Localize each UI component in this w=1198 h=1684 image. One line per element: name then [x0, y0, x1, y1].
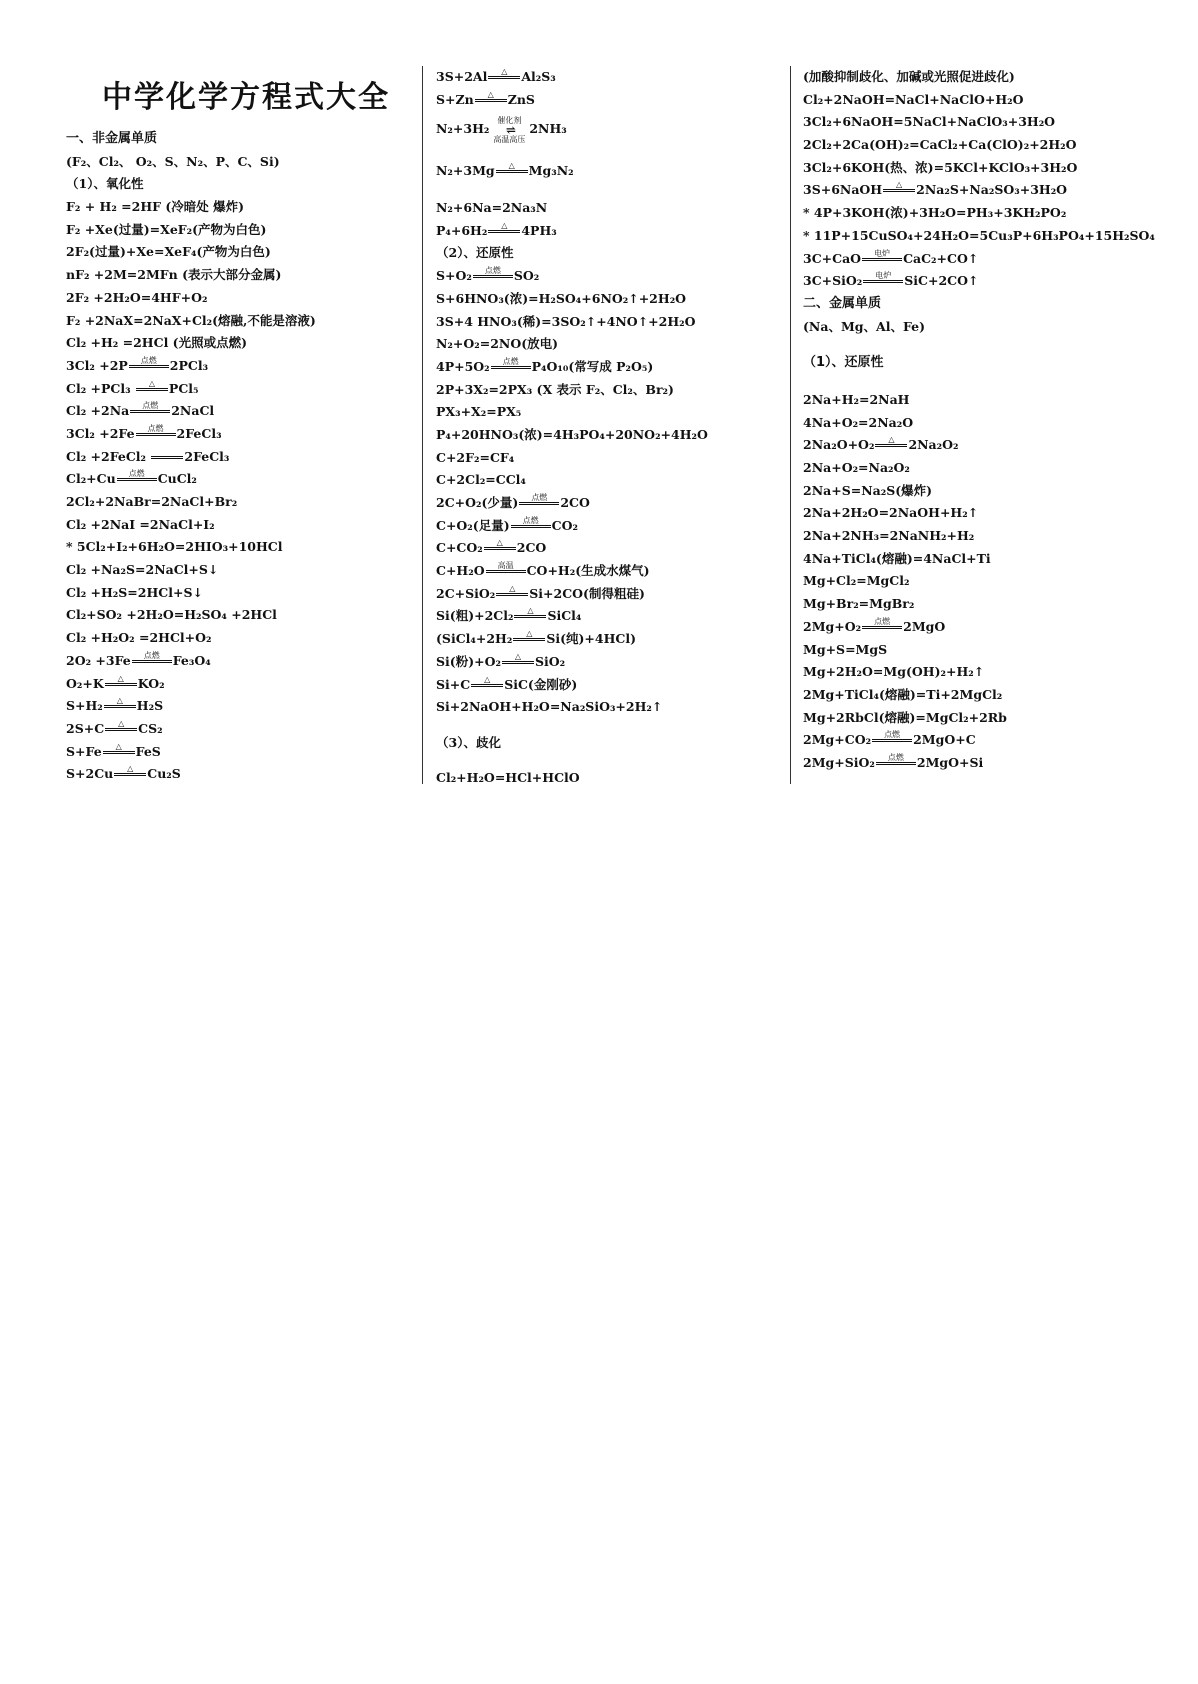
equation [436, 674, 786, 697]
condition-label: 高温 [497, 561, 514, 571]
equation [66, 446, 416, 469]
condition-label: △ [514, 651, 522, 661]
equation-left: Si(粉)+O₂ [436, 653, 501, 669]
equation-left: 3Cl₂ +2P [66, 357, 128, 373]
equation [436, 160, 786, 183]
equation-left: 3C+SiO₂ [803, 273, 863, 289]
equation [436, 66, 786, 89]
equation-left: 3C+CaO [803, 250, 862, 266]
equals-sign [117, 469, 157, 490]
condition-label: 点燃 [502, 356, 519, 366]
equation: P₄+20HNO₃(浓)=4H₃PO₄+20NO₂+4H₂O [436, 426, 708, 442]
equation-left: S+Fe [66, 743, 102, 759]
equation-right: 2MgO [903, 618, 946, 634]
equation-right: 2MgO+Si [916, 754, 984, 770]
element-list: (F₂、Cl₂、 O₂、S、N₂、P、C、Si) [66, 153, 280, 169]
equation: 2P+3X₂=2PX₃ (X 表示 F₂、Cl₂、Br₂) [436, 381, 674, 397]
equation-right: CO+H₂(生成水煤气) [526, 563, 650, 579]
equation: Cl₂ +H₂ =2HCl (光照或点燃) [66, 335, 247, 351]
equation [436, 537, 786, 560]
subheading: （1）、氧化性 [66, 176, 144, 192]
equation: Cl₂+SO₂ +2H₂O=H₂SO₄ +2HCl [66, 607, 277, 623]
equation-right: 2FeCl₃ [176, 425, 222, 441]
equation: 2Cl₂+2Ca(OH)₂=CaCl₂+Ca(ClO)₂+2H₂O [803, 137, 1077, 153]
equation-left: 2S+C [66, 720, 105, 736]
equation-left: C+O₂(足量) [436, 517, 510, 533]
subheading: （1）、还原性 [803, 355, 884, 371]
equation-left: Cl₂ +PCl₃ [66, 380, 135, 396]
equation-right: Si(纯)+4HCl) [546, 631, 637, 647]
equals-sign [136, 424, 176, 445]
condition-label: △ [508, 161, 515, 171]
equation-left: N₂+3H₂ [436, 121, 490, 137]
equation-right: Mg₃N₂ [528, 163, 574, 179]
equals-sign [511, 516, 551, 537]
equation: 2Mg+TiCl₄(熔融)=Ti+2MgCl₂ [803, 686, 1003, 702]
condition-label: △ [501, 67, 508, 76]
condition-label [151, 447, 183, 456]
condition-label: 点燃 [884, 730, 901, 740]
equals-sign [514, 606, 546, 627]
equals-sign [105, 674, 137, 695]
equals-sign [496, 161, 528, 182]
equation: 3Cl₂+6NaOH=5NaCl+NaClO₃+3H₂O [803, 114, 1056, 130]
equation [436, 89, 786, 112]
equation [66, 378, 416, 401]
equation: F₂ +2NaX=2NaX+Cl₂(熔融,不能是溶液) [66, 312, 316, 328]
equation-left: 2Na₂O+O₂ [803, 437, 875, 453]
equals-sign [872, 730, 912, 751]
condition-label: △ [501, 220, 508, 230]
equation-left: 2C+SiO₂ [436, 585, 496, 601]
equation [66, 196, 416, 219]
page-title: 中学化学方程式大全 [102, 80, 390, 115]
equals-sign [473, 266, 513, 287]
equation-right: 2NaCl [171, 403, 215, 419]
equation [803, 270, 1173, 293]
equals-sign [875, 435, 907, 456]
equation [803, 248, 1173, 271]
reversible-arrow: 催化剂 ⇌ 高温高压 [489, 116, 529, 144]
equation: N₂+O₂=2NO(放电) [436, 336, 559, 352]
condition-label: △ [148, 378, 155, 388]
equation-right: CS₂ [138, 720, 163, 736]
equation [803, 179, 1173, 202]
equation-left: Cl₂ +2FeCl₂ [66, 448, 151, 464]
equation: Cl₂ +H₂S=2HCl+S↓ [66, 584, 203, 600]
condition-label: 点燃 [147, 423, 164, 433]
equation: Mg+2H₂O=Mg(OH)₂+H₂↑ [803, 664, 985, 680]
column-divider [790, 66, 791, 784]
equation: 2Na+H₂=2NaH [803, 391, 910, 407]
equation: F₂ +Xe(过量)=XeF₂(产物为白色) [66, 221, 267, 237]
equation-left: 3Cl₂ +2Fe [66, 425, 135, 441]
equation-right: 2MgO+C [913, 732, 976, 748]
equation [436, 111, 786, 146]
equation-right: SiO₂ [534, 653, 566, 669]
condition-label: 催化剂 [497, 115, 522, 125]
equation [436, 628, 786, 651]
equation: Mg+S=MgS [803, 641, 888, 657]
equals-sign [104, 696, 136, 717]
equation-list [803, 89, 1173, 293]
equals-sign [488, 67, 520, 88]
equation [66, 763, 416, 786]
equation-right: Cu₂S [147, 766, 181, 782]
equation-right: PCl₅ [168, 380, 199, 396]
equation-right: CuCl₂ [157, 471, 197, 487]
equation: 2Na+2NH₃=2NaNH₂+H₂ [803, 528, 975, 544]
equation-left: (SiCl₄+2H₂ [436, 631, 513, 647]
column-divider [422, 66, 423, 784]
condition-label: △ [487, 89, 494, 99]
column-1 [66, 66, 416, 786]
equation: 2F₂ +2H₂O=4HF+O₂ [66, 289, 208, 305]
equation [436, 560, 786, 583]
equation: 2Na+2H₂O=2NaOH+H₂↑ [803, 505, 979, 521]
equation-right: H₂S [136, 698, 164, 714]
equation [803, 729, 1173, 752]
equation-left: S+O₂ [436, 268, 472, 284]
condition-label: 电炉 [875, 271, 892, 281]
equation-left: 4P+5O₂ [436, 358, 490, 374]
equation-right: 4PH₃ [521, 222, 557, 238]
equals-sign [488, 221, 520, 242]
equals-sign [105, 719, 137, 740]
condition-label: 点燃 [484, 266, 501, 276]
equation [436, 492, 786, 515]
equation: Cl₂ +2NaI =2NaCl+I₂ [66, 516, 215, 532]
condition-label: 点燃 [143, 650, 160, 660]
equation [66, 400, 416, 423]
equation: Mg+Cl₂=MgCl₂ [803, 573, 910, 589]
equation-right: FeS [135, 743, 161, 759]
equation: * 11P+15CuSO₄+24H₂O=5Cu₃P+6H₃PO₄+15H₂SO₄ [803, 227, 1155, 243]
equation-list [66, 196, 416, 786]
equation [803, 434, 1173, 457]
equals-sign [130, 401, 170, 422]
equation-right: CaC₂+CO↑ [903, 250, 979, 266]
equals-sign [136, 379, 168, 400]
equation-left: Cl₂+Cu [66, 471, 116, 487]
equation: Cl₂+H₂O=HCl+HClO [436, 769, 580, 785]
equation-right: 2PCl₃ [169, 357, 209, 373]
equation: 2Na+O₂=Na₂O₂ [803, 460, 910, 475]
condition-label: △ [526, 629, 533, 639]
equation: Cl₂ +Na₂S=2NaCl+S↓ [66, 562, 219, 578]
equation [66, 468, 416, 491]
equation-left: 2C+O₂(少量) [436, 495, 519, 510]
equation-right: Fe₃O₄ [172, 652, 211, 668]
equation-list [436, 265, 786, 719]
equals-sign [151, 447, 183, 468]
column-2 [436, 66, 786, 790]
equals-sign [496, 584, 528, 605]
equation: 3S+4 HNO₃(稀)=3SO₂↑+4NO↑+2H₂O [436, 313, 696, 329]
note: (加酸抑制歧化、加碱或光照促进歧化) [803, 69, 1015, 84]
equation-left: Si+C [436, 676, 471, 692]
section-heading: 一、非金属单质 [66, 131, 158, 146]
equals-sign [519, 493, 559, 514]
equation-list [803, 389, 1173, 775]
condition-label: △ [509, 583, 516, 593]
equation [436, 605, 786, 628]
equation: 4Na+O₂=2Na₂O [803, 414, 914, 430]
equals-sign: = [121, 199, 132, 215]
condition-label: △ [118, 718, 125, 728]
equation-right: CO₂ [551, 517, 578, 533]
equation: 3Cl₂+6KOH(热、浓)=5KCl+KClO₃+3H₂O [803, 159, 1078, 175]
subheading: （3）、歧化 [436, 734, 501, 750]
equation-left: S+H₂ [66, 698, 103, 714]
equation-left: 2Mg+SiO₂ [803, 754, 875, 770]
equals-sign [484, 538, 516, 559]
condition-label: 点燃 [874, 616, 891, 626]
equation-right: SiCl₄ [547, 608, 582, 624]
equation-left: Si(粗)+2Cl₂ [436, 608, 514, 624]
equation [66, 650, 416, 673]
equation-right: SiC+2CO↑ [904, 273, 979, 289]
condition-label: 点燃 [140, 355, 157, 365]
condition-label: △ [888, 435, 895, 445]
equation: 2F₂(过量)+Xe=XeF₄(产物为白色) [66, 244, 271, 260]
equation: 2Na+S=Na₂S(爆炸) [803, 482, 933, 498]
equation: Cl₂ +H₂O₂ =2HCl+O₂ [66, 630, 212, 646]
condition-label: 电炉 [874, 248, 891, 258]
equals-sign [876, 753, 916, 774]
equation [436, 265, 786, 288]
equals-sign [502, 652, 534, 673]
equation-left: 2Mg+CO₂ [803, 732, 872, 748]
condition-label: △ [484, 674, 491, 684]
equals-sign [103, 742, 135, 763]
equation: C+2F₂=CF₄ [436, 449, 515, 465]
condition-label: 点燃 [531, 493, 548, 502]
equation-left: 3S+6NaOH [803, 182, 883, 198]
equals-sign [132, 651, 172, 672]
condition-label: 高温高压 [493, 134, 526, 144]
equation: Cl₂+2NaOH=NaCl+NaClO+H₂O [803, 91, 1024, 107]
equation-right: Al₂S₃ [521, 69, 556, 84]
equation: Mg+2RbCl(熔融)=MgCl₂+2Rb [803, 709, 1007, 725]
equals-sign [883, 180, 915, 201]
condition-label: 点燃 [128, 469, 145, 479]
condition-label: △ [496, 538, 503, 548]
equation-right: ZnS [507, 91, 535, 107]
condition-label: △ [896, 180, 903, 190]
condition-label: 点燃 [142, 401, 159, 411]
condition-label: 点燃 [887, 752, 904, 762]
equation-right: P₄O₁₀(常写成 P₂O₅) [531, 358, 654, 374]
equation-left: F₂ + H₂ [66, 199, 122, 215]
equation-left: P₄+6H₂ [436, 222, 488, 238]
equation-left: 3S+2Al [436, 69, 488, 84]
equation [66, 695, 416, 718]
equation-left: C+H₂O [436, 563, 485, 579]
equation-right: KO₂ [137, 675, 165, 691]
equation: * 4P+3KOH(浓)+3H₂O=PH₃+3KH₂PO₂ [803, 205, 1067, 221]
equation-list [436, 66, 786, 111]
equals-sign [491, 357, 531, 378]
equation [436, 583, 786, 606]
equals-sign [129, 356, 169, 377]
condition-label: △ [115, 741, 122, 751]
equation: PX₃+X₂=PX₅ [436, 404, 522, 420]
equation: 4Na+TiCl₄(熔融)=4NaCl+Ti [803, 550, 991, 566]
condition-label: △ [527, 606, 534, 616]
equation-left: O₂+K [66, 675, 104, 691]
equation: Mg+Br₂=MgBr₂ [803, 596, 915, 612]
equation: nF₂ +2M=2MFn (表示大部分金属) [66, 267, 282, 283]
equation: C+2Cl₂=CCl₄ [436, 472, 526, 488]
equals-sign [863, 271, 903, 292]
condition-label: △ [117, 673, 124, 683]
equation-right: Si+2CO(制得粗硅) [529, 585, 645, 601]
column-3 [803, 66, 1173, 775]
condition-label: 点燃 [522, 515, 539, 525]
equals-sign [862, 249, 902, 270]
equation: S+6HNO₃(浓)=H₂SO₄+6NO₂↑+2H₂O [436, 290, 687, 306]
equation: 2Cl₂+2NaBr=2NaCl+Br₂ [66, 494, 238, 509]
equation-right: 2NH₃ [529, 121, 567, 137]
equation-right: 2HF (冷暗处 爆炸) [131, 199, 245, 215]
equation-list [436, 197, 786, 242]
equation [436, 515, 786, 538]
equation-left: C+CO₂ [436, 540, 483, 556]
equation-right: 2Na₂S+Na₂SO₃+3H₂O [916, 182, 1068, 198]
equation-right: SO₂ [513, 268, 540, 284]
equals-sign [471, 675, 503, 696]
equation [436, 651, 786, 674]
equation [436, 356, 786, 379]
equals-sign [475, 90, 507, 111]
equation-right: 2Na₂O₂ [908, 437, 959, 453]
equation-left: Cl₂ +2Na [66, 403, 130, 419]
equation [66, 741, 416, 764]
section-heading: 二、金属单质 [803, 295, 882, 311]
equation-left: S+2Cu [66, 766, 114, 782]
subheading: （2）、还原性 [436, 245, 514, 261]
equals-sign [513, 629, 545, 650]
equation-right: 2FeCl₃ [184, 448, 230, 464]
equation: Si+2NaOH+H₂O=Na₂SiO₃+2H₂↑ [436, 699, 663, 715]
equation [803, 616, 1173, 639]
equation-right: 2CO [560, 495, 590, 510]
equation [66, 355, 416, 378]
equation [803, 752, 1173, 775]
equation-right: 2CO [516, 540, 547, 556]
equation [436, 220, 786, 243]
condition-label: △ [116, 696, 123, 706]
equals-sign [486, 561, 526, 582]
equals-sign [862, 617, 902, 638]
equation-left: N₂+3Mg [436, 163, 495, 179]
equation-right: SiC(金刚砂) [504, 676, 578, 692]
element-list: (Na、Mg、Al、Fe) [803, 318, 926, 334]
equation [66, 673, 416, 696]
equation [66, 423, 416, 446]
equation [66, 718, 416, 741]
equation-left: 2Mg+O₂ [803, 618, 862, 634]
equals-sign [114, 764, 146, 785]
equation-left: S+Zn [436, 91, 474, 107]
condition-label: △ [127, 764, 134, 774]
equation: * 5Cl₂+I₂+6H₂O=2HIO₃+10HCl [66, 539, 283, 555]
equation-left: 2O₂ +3Fe [66, 652, 131, 668]
equation: N₂+6Na=2Na₃N [436, 200, 548, 216]
